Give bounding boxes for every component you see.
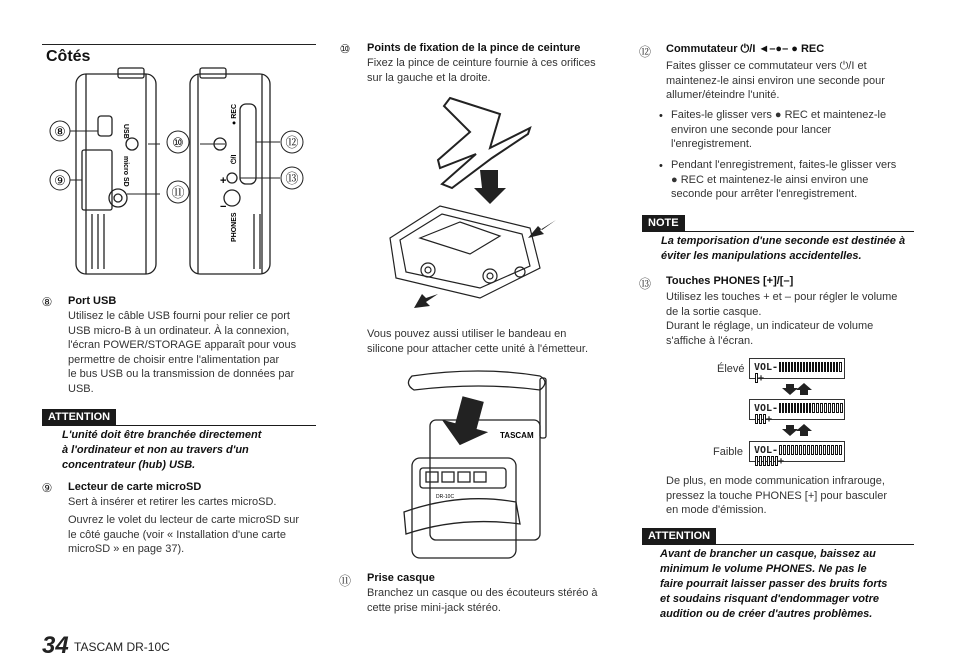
- item-10-number: ⑩: [339, 42, 351, 56]
- device-model: DR-10C: [436, 494, 455, 500]
- volume-segment: [797, 362, 799, 372]
- volume-segment: [821, 362, 823, 372]
- footer-brand: TASCAM DR-10C: [74, 640, 170, 654]
- volume-segment: [806, 362, 808, 372]
- volume-segment: [830, 362, 832, 372]
- volume-segment: [832, 403, 835, 413]
- power-label: ⏻/I: [231, 154, 238, 164]
- volume-segment: [840, 403, 843, 413]
- lcd-label-low: VOL-: [754, 445, 779, 456]
- volume-segment: [812, 362, 814, 372]
- callout-12: [281, 131, 303, 153]
- attention-text-left: L'unité doit être branchée directement à l'ordinateur et non au travers d'un concentrateur (hub) USB.: [62, 429, 262, 471]
- callout-11: [167, 181, 189, 203]
- volume-lcd-low: VOL-+: [749, 441, 845, 462]
- volume-segment: [836, 403, 839, 413]
- volume-segment: [799, 445, 802, 455]
- volume-segment: [791, 445, 794, 455]
- volume-segment: [755, 456, 758, 466]
- item-13-title: Touches PHONES [+]/[–]: [666, 275, 794, 287]
- item-8-body: Utilisez le câble USB fourni pour relier ce port USB micro-B à un ordinateur. À la connexion, l'écran POWER/STORAGE apparaît pour vous permettre de choisir entre l'alimentation par le bus USB ou la transmission de données par USB.: [68, 310, 297, 395]
- item-11-number: ⑪: [338, 574, 351, 588]
- volume-segment: [791, 403, 793, 413]
- volume-segment: [828, 403, 831, 413]
- volume-segment: [803, 445, 806, 455]
- item-12-body: Faites glisser ce commutateur vers ⏻/I et maintenez-le ainsi environ une seconde pour allumer/éteindre l'unité.: [666, 60, 885, 102]
- volume-segment: [807, 445, 810, 455]
- volume-segment: [809, 403, 811, 413]
- volume-segment: [779, 403, 781, 413]
- usb-label: USB: [122, 124, 129, 139]
- item-10-body: Fixez la pince de ceinture fournie à ces orifices sur la gauche et la droite.: [367, 57, 596, 84]
- volume-segment: [759, 456, 762, 466]
- note-rule: [642, 231, 914, 232]
- item-13-number: ⑬: [638, 277, 651, 291]
- device-brand: TASCAM: [500, 431, 534, 440]
- plus-label: +: [220, 175, 227, 187]
- volume-segment: [788, 403, 790, 413]
- band-text: Vous pouvez aussi utiliser le bandeau en silicone pour attacher cette unité à l'émetteur.: [367, 328, 589, 355]
- volume-segment: [795, 445, 798, 455]
- item-12-title: Commutateur ⏻/I ◄–●– ● REC: [666, 43, 825, 55]
- note-text: La temporisation d'une seconde est destinée à éviter les manipulations accidentelles.: [661, 235, 906, 262]
- volume-segment: [794, 403, 796, 413]
- minus-label: −: [220, 201, 227, 213]
- callout-8-text: ⑧: [54, 124, 66, 139]
- volume-low-label: Faible: [713, 446, 743, 458]
- belt-clip-figure: [380, 88, 570, 313]
- volume-segment: [815, 445, 818, 455]
- callout-13: [281, 167, 303, 189]
- volume-segment: [820, 403, 823, 413]
- item-13-body: Utilisez les touches + et – pour régler le volume de la sortie casque. Durant le réglage, un indicateur de volume s'affiche à l'écran.: [666, 291, 898, 347]
- volume-segment: [827, 445, 830, 455]
- volume-segment: [763, 456, 766, 466]
- callout-8: [50, 121, 70, 141]
- volume-segment: [839, 445, 842, 455]
- volume-segment: [759, 414, 762, 424]
- volume-segment: [816, 403, 819, 413]
- volume-segment: [782, 403, 784, 413]
- item-8-title: Port USB: [68, 295, 117, 307]
- volume-segment: [797, 403, 799, 413]
- volume-segment: [823, 445, 826, 455]
- ir-text: De plus, en mode communication infrarouge, pressez la touche PHONES [+] pour basculer en mode d'émission.: [666, 475, 888, 517]
- volume-segment: [806, 403, 808, 413]
- volume-segment: [787, 445, 790, 455]
- volume-lcd-high: VOL-+: [749, 358, 845, 379]
- item-12-number: ⑫: [638, 45, 651, 59]
- item-8-number: ⑧: [41, 295, 53, 309]
- volume-segment: [800, 403, 802, 413]
- volume-segment: [824, 362, 826, 372]
- volume-segment: [755, 414, 758, 424]
- side-view-figure: [40, 64, 320, 284]
- rec-label: ● REC: [231, 104, 238, 125]
- bullet-1-text: Faites-le glisser vers ● REC et maintenez-le environ une seconde pour lancer l'enregistrement.: [671, 109, 887, 151]
- page-number: 34: [42, 632, 69, 659]
- volume-segment: [815, 362, 817, 372]
- volume-segment: [785, 362, 787, 372]
- attention-rule-left: [42, 425, 316, 426]
- volume-segment: [782, 362, 784, 372]
- volume-segment: [791, 362, 793, 372]
- volume-segment: [835, 445, 838, 455]
- phones-label: PHONES: [231, 212, 238, 242]
- volume-lcd-mid: VOL-+: [749, 399, 845, 420]
- volume-segment: [779, 362, 781, 372]
- arrows-1: [780, 382, 814, 396]
- volume-segment: [803, 403, 805, 413]
- volume-segment: [809, 362, 811, 372]
- volume-segment: [819, 445, 822, 455]
- volume-segment: [803, 362, 805, 372]
- section-title: Côtés: [46, 48, 91, 65]
- item-9-body: Ouvrez le volet du lecteur de carte microSD sur le côté gauche (voir « Installation d'une carte microSD » en page 37).: [68, 514, 300, 556]
- silicone-band-figure: [400, 362, 560, 562]
- volume-segment: [771, 456, 774, 466]
- callout-9-text: ⑨: [54, 173, 66, 188]
- volume-segment: [831, 445, 834, 455]
- volume-segment: [833, 362, 835, 372]
- top-rule: [42, 44, 316, 45]
- lcd-label-high: VOL-: [754, 362, 779, 373]
- callout-13-text: ⑬: [285, 171, 299, 186]
- volume-segment: [794, 362, 796, 372]
- item-10-title: Points de fixation de la pince de ceinture: [367, 42, 581, 54]
- item-9-number: ⑨: [41, 481, 53, 495]
- volume-segment: [824, 403, 827, 413]
- callout-10-text: ⑩: [172, 135, 184, 150]
- volume-segment: [818, 362, 820, 372]
- volume-segment: [785, 403, 787, 413]
- item-11-body: Branchez un casque ou des écouteurs stéréo à cette prise mini-jack stéréo.: [367, 587, 598, 614]
- callout-9: [50, 170, 70, 190]
- attention-badge-left: ATTENTION: [42, 409, 116, 425]
- item-11-title: Prise casque: [367, 572, 435, 584]
- volume-segment: [839, 362, 842, 372]
- item-9-title: Lecteur de carte microSD: [68, 481, 202, 493]
- volume-segment: [767, 456, 770, 466]
- bullet-2-dot: •: [659, 160, 663, 172]
- bullet-2-text: Pendant l'enregistrement, faites-le glisser vers ● REC et maintenez-le ainsi environ une seconde pour arrêter l'enregistrement.: [671, 159, 897, 201]
- volume-segment: [783, 445, 786, 455]
- item-9-line1: Sert à insérer et retirer les cartes microSD.: [68, 496, 277, 508]
- attention-badge-right: ATTENTION: [642, 528, 716, 544]
- lcd-label-mid: VOL-: [754, 403, 779, 414]
- volume-segment: [811, 445, 814, 455]
- attention-rule-right: [642, 544, 914, 545]
- attention-text-right: Avant de brancher un casque, baissez au minimum le volume PHONES. Ne pas le faire pourrait laisser passer des bruits forts et soudains risquant d'endommager votre audition ou de créer d'autres problèmes.: [660, 548, 888, 620]
- callout-11-text: ⑪: [171, 185, 185, 200]
- volume-high-label: Élevé: [717, 363, 745, 375]
- callout-12-text: ⑫: [285, 135, 299, 150]
- volume-segment: [788, 362, 790, 372]
- bullet-1-dot: •: [659, 110, 663, 122]
- volume-segment: [779, 445, 782, 455]
- volume-segment: [836, 362, 838, 372]
- volume-segment: [812, 403, 815, 413]
- volume-segment: [800, 362, 802, 372]
- arrows-2: [780, 423, 814, 437]
- microsd-label: micro SD: [122, 156, 129, 187]
- volume-segment: [827, 362, 829, 372]
- note-badge: NOTE: [642, 215, 685, 231]
- callout-10: [167, 131, 189, 153]
